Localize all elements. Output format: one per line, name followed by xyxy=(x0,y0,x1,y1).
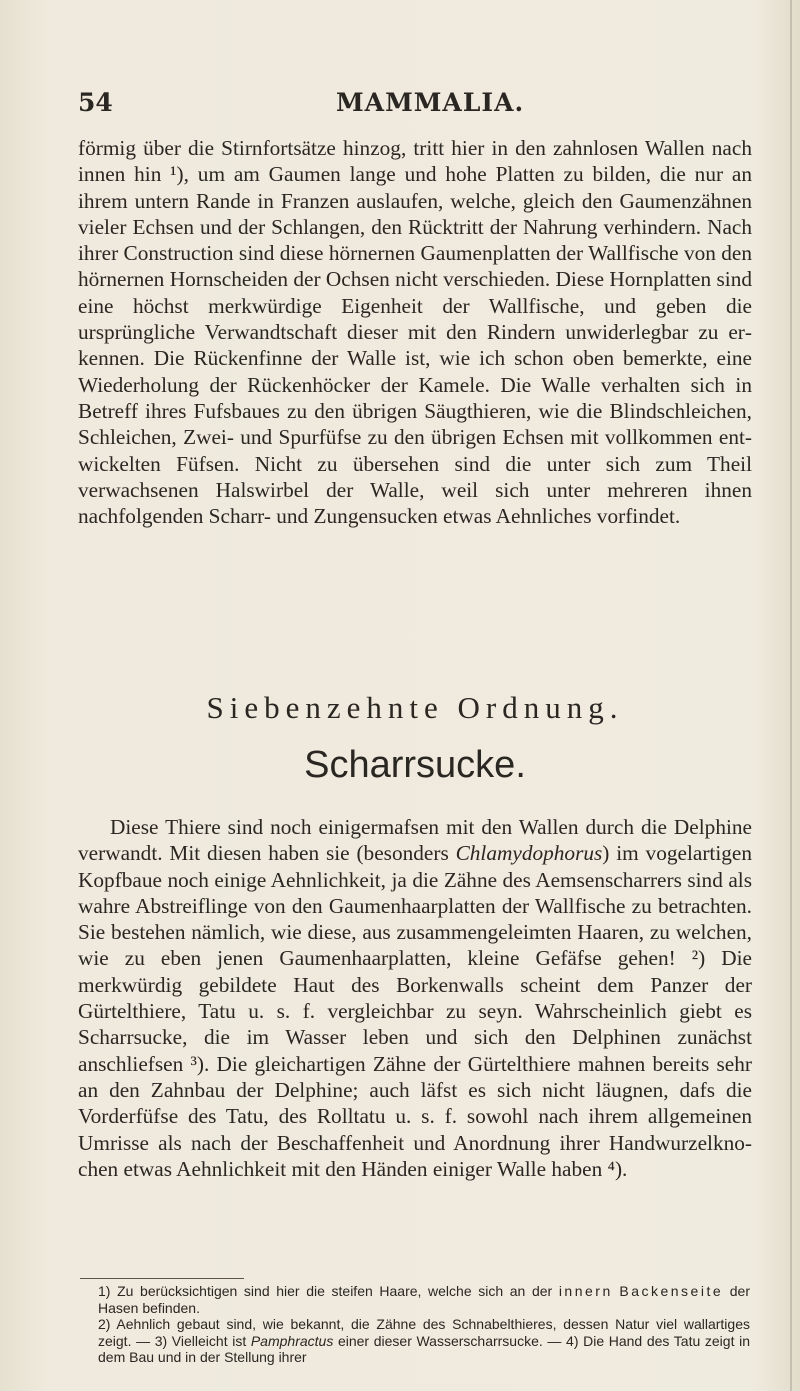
paragraph-1 xyxy=(78,135,752,529)
footnote-1-spaced: innern xyxy=(558,1283,613,1299)
footnote-2-end: einer dieser Wasserscharrsucke. — 4) Die Hand des Tatu zeigt in dem Bau und in der Stellung ihrer xyxy=(98,1332,750,1365)
paragraph-2-part-2: ) im vogelartigen Kopfbaue noch einige Aehnlichkeit, ja die Zähne des Aemsenscharrers sind als wahre Abstreiflinge von den Gaumenhaarplatten der Wallfische zu betrachten. Sie bestehen nämlich, wie diese, aus zusammengeleimten Haaren, zu welchen, wie zu eben jenen Gaumenhaarplatten, kleine Gefäfse gehen! ²) Die merkwürdig gebildete Haut des Borkenwalls scheint dem Panzer der Gürtelthiere, Tatu u. s. f. vergleichbar zu seyn. Wahrscheinlich giebt es Scharrsucke, die im Wasser leben und sich den Delphinen zunächst anschliefsen ³). Die gleichartigen Zähne der Gürtelthiere mahnen bereits sehr an den Zahnbau der Delphine; auch läfst es sich nicht läugnen, dafs die Vorderfüfse des Tatu, des Rolltatu u. s. f. sowohl nach ihrem allgemeinen Umrisse als nach der Beschaffenheit und Anordnung ihrer Handwurzelknochen etwas Aehnlichkeit mit den Händen einiger Walle haben ⁴). xyxy=(78,841,753,1181)
paragraph-2-part-1: Diese Thiere sind noch einigermafsen mit den Wallen durch die Delphine verwandt. Mit diesen haben sie (besonders xyxy=(78,815,752,866)
footnotes xyxy=(98,1283,750,1366)
page-edge xyxy=(790,0,792,1391)
species-name: Chlamydophorus xyxy=(455,841,603,866)
footnote-1-text: 1) Zu berücksichtigen sind hier die steifen Haare, welche sich an der xyxy=(98,1283,559,1299)
running-head: MAMMALIA. xyxy=(336,88,525,117)
footnote-1 xyxy=(98,1283,750,1316)
section-title: Scharrsucke. xyxy=(304,744,526,786)
footnote-rule xyxy=(80,1278,244,1279)
page-number: 54 xyxy=(78,88,113,117)
footnote-2 xyxy=(98,1316,750,1366)
order-heading: Siebenzehnte Ordnung. xyxy=(206,690,624,725)
footnote-2-text: 2) Aehnlich gebaut sind, wie bekannt, die Zähne des Schnabelthieres, dessen Natur viel wallartiges zeigt. — 3) Vielleicht ist xyxy=(98,1316,750,1349)
paragraph-2 xyxy=(78,814,752,1182)
footnote-1-spaced-2: Backenseite xyxy=(619,1283,724,1299)
paragraph-1-text: förmig über die Stirnfortsätze hinzog, tritt hier in den zahnlosen Wallen nach innen hin ¹), um am Gaumen lange und hohe Platten zu bilden, die nur an ihrem untern Rande in Franzen auslaufen, welche, gleich den Gaumenzähnen vieler Echsen und der Schlangen, den Rücktritt der Nahrung verhindern. Nach ihrer Construction sind diese hörnernen Gaumenplatten der Wallfische von den hörnernen Hornscheiden der Ochsen nicht verschieden. Diese Hornplatten sind eine höchst merkwürdige Eigenheit der Wallfische, und geben die ursprüngliche Verwandtschaft dieser mit den Rindern unwiderlegbar zu erkennen. Die Rückenfinne der Walle ist, wie ich schon oben bemerkte, eine Wiederholung der Rückenhöcker der Kamele. Die Walle verhalten sich in Betreff ihres Fufsbaues zu den übrigen Säugthieren, wie die Blindschleichen, Schleichen, Zwei- und Spurfüfse zu den übrigen Echsen mit vollkommen entwickelten Füfsen. Nicht zu übersehen sind die unter sich zum Theil verwachsenen Halswirbel der Walle, weil sich unter mehreren ihnen nachfolgenden Scharr- und Zungensucken etwas Aehnliches vorfindet. xyxy=(78,136,752,529)
paragraph-2-text xyxy=(78,814,752,1182)
footnote-1-end: der Hasen befinden. xyxy=(98,1283,750,1316)
footnote-species: Pamphractus xyxy=(250,1332,334,1349)
page-header xyxy=(78,88,718,122)
